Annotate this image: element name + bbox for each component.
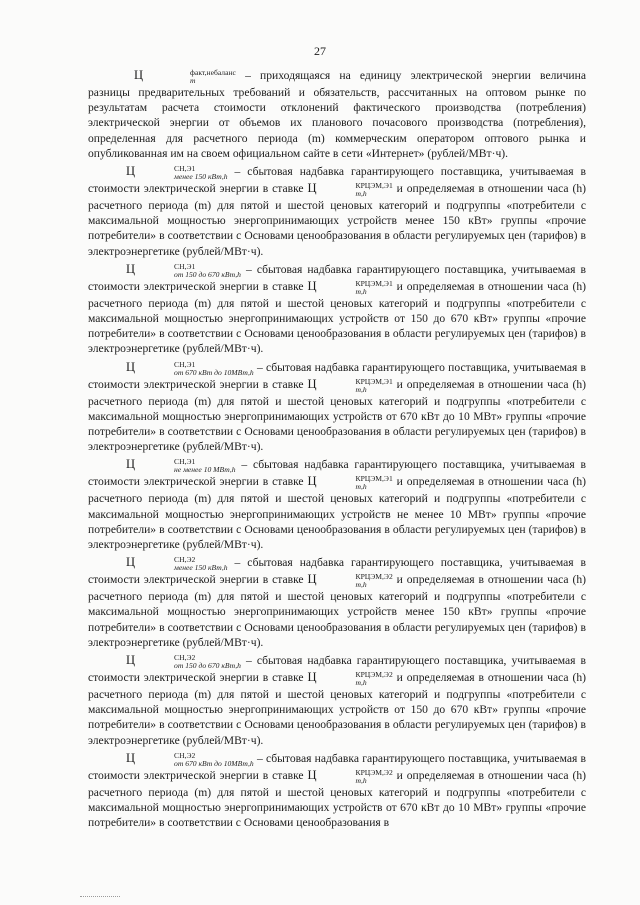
paragraph-text: – сбытовая надбавка гарантирующего поставщика, учитываемая в стоимости электрической энергии в ставке [88,556,586,587]
formula-symbol: Ц СН,Э1 от 670 кВт до 10МВт,h [126,359,254,377]
document-body [88,68,586,834]
formula-symbol: Ц КРЦЭМ,Э1 m,h [307,376,393,394]
paragraph-text: и определяемая в отношении часа (h) расчетного периода (m) для пятой и шестой ценовых категорий и подгруппы «потребители с максимальной мощностью энергопринимающих устройств менее 150 кВт» группы «прочие потребители» в соответствии с Основами ценообразования в области регулируемых цен (тарифов) в электроэнергетике (рублей/МВт·ч). [88,573,586,649]
paragraph-text: и определяемая в отношении часа (h) расчетного периода (m) для пятой и шестой ценовых категорий и подгруппы «потребители с максимальной мощностью энергопринимающих устройств от 670 кВт до 10 МВт» группы «прочие потребители» в соответствии с Основами ценообразования в [88,768,586,830]
paragraph-definition [88,653,586,748]
formula-symbol: Ц КРЦЭМ,Э1 m,h [307,181,393,199]
paragraph-text: и определяемая в отношении часа (h) расчетного периода (m) для пятой и шестой ценовых категорий и подгруппы «потребители с максимальной мощностью энергопринимающих устройств от 150 до 670 кВт» группы «прочие потребители» в соответствии с Основами ценообразования в области регулируемых цен (тарифов) в электроэнергетике (рублей/МВт·ч). [88,671,586,747]
paragraph-text: – сбытовая надбавка гарантирующего поставщика, учитываемая в стоимости электрической энергии в ставке [88,751,586,782]
formula-symbol: Ц КРЦЭМ,Э2 m,h [307,572,393,590]
formula-symbol: Ц СН,Э1 от 150 до 670 кВт,h [126,261,241,279]
paragraph-text: и определяемая в отношении часа (h) расчетного периода (m) для пятой и шестой ценовых категорий и подгруппы «потребители с максимальной мощностью энергопринимающих устройств менее 150 кВт» группы «прочие потребители» в соответствии с Основами ценообразования в области регулируемых цен (тарифов) в электроэнергетике (рублей/МВт·ч). [88,182,586,258]
paragraph-definition [88,262,586,357]
paragraph-text: и определяемая в отношении часа (h) расчетного периода (m) для пятой и шестой ценовых категорий и подгруппы «потребители с максимальной мощностью энергопринимающих устройств от 670 кВт до 10 МВт» группы «прочие потребители» в соответствии с Основами ценообразования в области регулируемых цен (тарифов) в электроэнергетике (рублей/МВт·ч). [88,377,586,454]
formula-symbol: Ц СН,Э2 от 150 до 670 кВт,h [126,653,241,671]
formula-symbol: Ц КРЦЭМ,Э2 m,h [307,767,393,785]
formula-symbol: Ц СН,Э2 от 670 кВт до 10МВт,h [126,750,254,768]
paragraph-text: – приходящаяся на единицу электрической энергии величина разницы предварительных требований и обязательств, рассчитанных на оптовом рынке по результатам расчета стоимости отклонений фактического производства (потребления) электрической энергии от объемов их планового почасового производства (потребления), определенная для расчетного периода (m) коммерческим оператором оптового рынка и опубликованная им на своем официальном сайте в сети «Интернет» (рублей/МВт·ч). [88,69,586,160]
paragraph-text: – сбытовая надбавка гарантирующего поставщика, учитываемая в стоимости электрической энергии в ставке [88,458,586,489]
paragraph-definition [88,360,586,455]
paragraph-text: и определяемая в отношении часа (h) расчетного периода (m) для пятой и шестой ценовых категорий и подгруппы «потребители с максимальной мощностью энергопринимающих устройств от 150 до 670 кВт» группы «прочие потребители» в соответствии с Основами ценообразования в области регулируемых цен (тарифов) в электроэнергетике (рублей/МВт·ч). [88,279,586,356]
paragraph-definition [88,751,586,831]
formula-symbol: Ц КРЦЭМ,Э1 m,h [307,278,393,296]
paragraph-text: и определяемая в отношении часа (h) расчетного периода (m) для пятой и шестой ценовых категорий и подгруппы «потребители с максимальной мощностью энергопринимающих устройств не менее 10 МВт» группы «прочие потребители» в соответствии с Основами ценообразования в области регулируемых цен (тарифов) в электроэнергетике (рублей/МВт·ч). [88,475,586,552]
page-number: 27 [314,44,326,58]
paragraph-text: – сбытовая надбавка гарантирующего поставщика, учитываемая в стоимости электрической энергии в ставке [88,654,586,685]
formula-symbol: Ц СН,Э2 менее 150 кВт,h [126,555,228,573]
paragraph-text: – сбытовая надбавка гарантирующего поставщика, учитываемая в стоимости электрической энергии в ставке [88,360,586,391]
formula-symbol: Ц КРЦЭМ,Э2 m,h [307,670,393,688]
paragraph-definition [88,68,586,161]
paragraph-definition [88,555,586,650]
formula-symbol: Ц факт,небаланс m [134,68,236,85]
formula-symbol: Ц СН,Э1 менее 150 кВт,h [126,164,228,182]
scan-margin-mark [80,896,120,899]
paragraph-definition [88,164,586,259]
paragraph-text: – сбытовая надбавка гарантирующего поставщика, учитываемая в стоимости электрической энергии в ставке [88,262,586,293]
paragraph-text: – сбытовая надбавка гарантирующего поставщика, учитываемая в стоимости электрической энергии в ставке [88,165,586,196]
formula-symbol: Ц КРЦЭМ,Э1 m,h [307,474,393,492]
formula-symbol: Ц СН,Э1 не менее 10 МВт,h [126,457,236,475]
paragraph-definition [88,457,586,552]
